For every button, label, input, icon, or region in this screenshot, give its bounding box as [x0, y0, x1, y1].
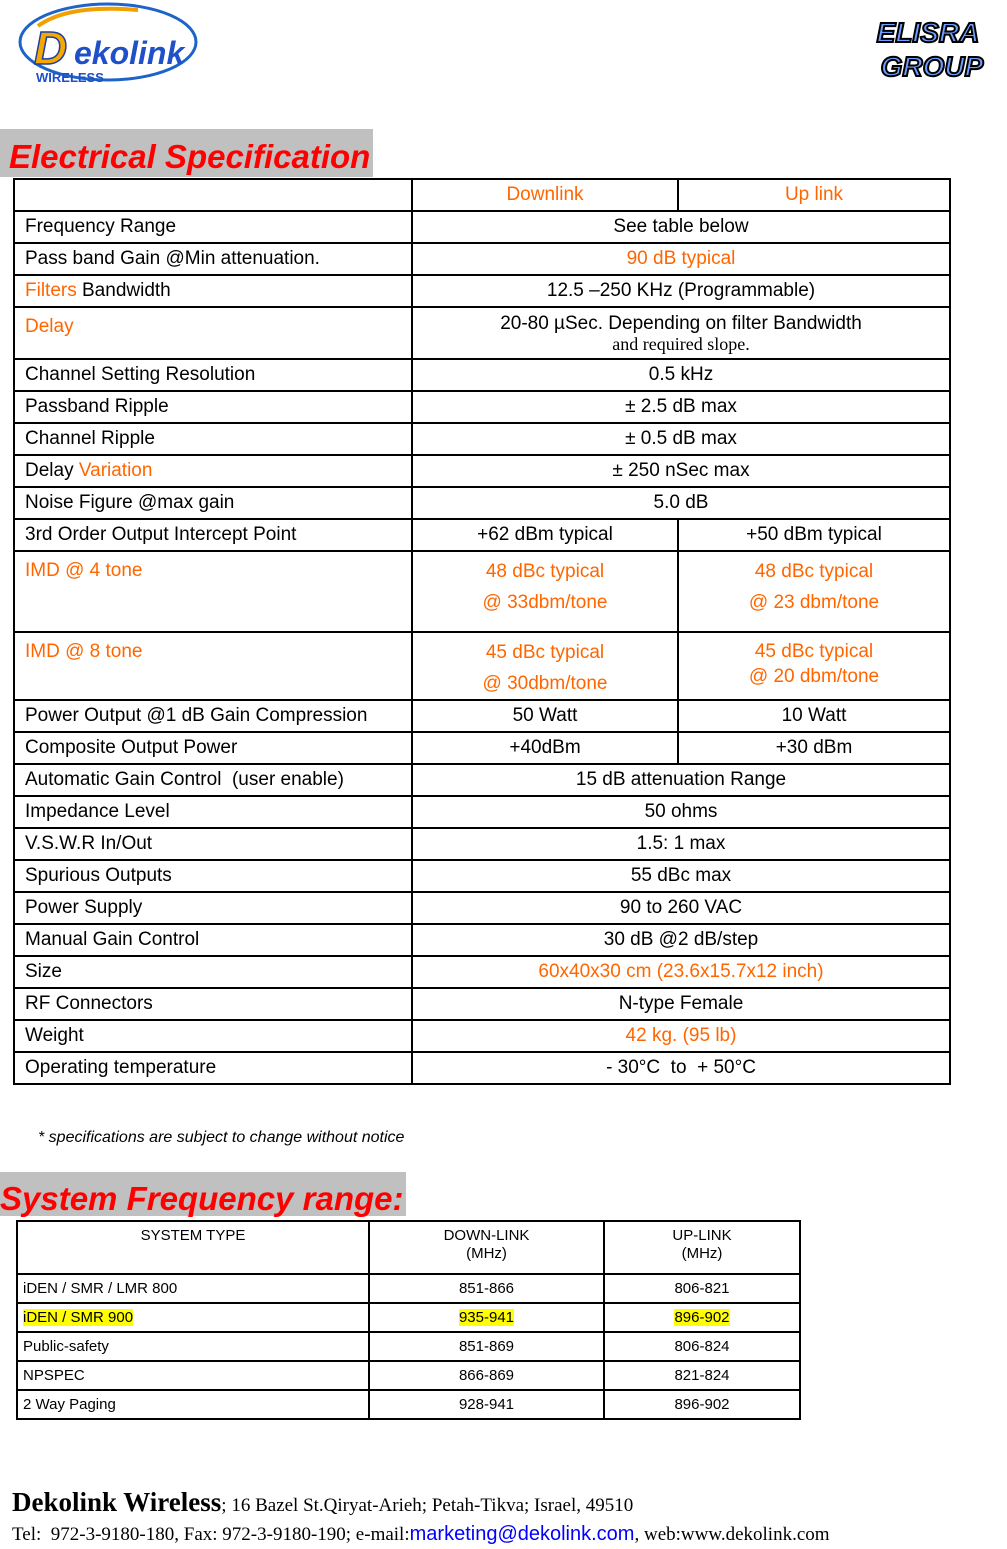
- spec-title: Electrical Specification: [9, 138, 371, 175]
- spec-label: Spurious Outputs: [14, 860, 412, 892]
- spec-value: 5.0 dB: [412, 487, 950, 519]
- spec-label: Delay: [14, 307, 412, 359]
- spec-value: 55 dBc max: [412, 860, 950, 892]
- spec-value: ± 0.5 dB max: [412, 423, 950, 455]
- spec-value: 42 kg. (95 lb): [412, 1020, 950, 1052]
- table-row: [17, 1274, 800, 1303]
- uplink-cell: 896-902: [604, 1390, 800, 1419]
- spec-value: 15 dB attenuation Range: [412, 764, 950, 796]
- spec-label: RF Connectors: [14, 988, 412, 1020]
- spec-row: [14, 700, 950, 732]
- spec-value: 12.5 –250 KHz (Programmable): [412, 275, 950, 307]
- spec-row: [14, 551, 950, 632]
- elisra-group-logo: [858, 14, 998, 84]
- spec-row: [14, 1052, 950, 1084]
- spec-value: 90 to 260 VAC: [412, 892, 950, 924]
- spec-row: [14, 359, 950, 391]
- spec-row: [14, 892, 950, 924]
- table-row: [17, 1390, 800, 1419]
- spec-label: Passband Ripple: [14, 391, 412, 423]
- uplink-header: Up link: [678, 179, 950, 211]
- table-row: [17, 1303, 800, 1332]
- spec-label: V.S.W.R In/Out: [14, 828, 412, 860]
- spec-label: Size: [14, 956, 412, 988]
- spec-downlink-value: 48 dBc typical @ 33dbm/tone: [412, 551, 678, 632]
- uplink-cell: 806-824: [604, 1332, 800, 1361]
- fax-number: , Fax: 972-3-9180-190; e-mail:: [174, 1524, 410, 1545]
- spec-label: Impedance Level: [14, 796, 412, 828]
- logo-word: ekolink: [74, 35, 185, 71]
- spec-row: [14, 519, 950, 551]
- spec-label: Weight: [14, 1020, 412, 1052]
- spec-row: [14, 275, 950, 307]
- spec-value: 1.5: 1 max: [412, 828, 950, 860]
- website-link[interactable]: , web:www.dekolink.com: [634, 1524, 830, 1545]
- spec-row: [14, 487, 950, 519]
- logo-sub: WIRELESS: [36, 70, 104, 85]
- spec-uplink-value: +30 dBm: [678, 732, 950, 764]
- spec-row: [14, 796, 950, 828]
- spec-uplink-value: +50 dBm typical: [678, 519, 950, 551]
- frequency-table: [16, 1220, 801, 1420]
- logo-letter: D: [34, 22, 68, 74]
- spec-row: [14, 764, 950, 796]
- logo-group: GROUP: [880, 51, 984, 82]
- spec-value: See table below: [412, 211, 950, 243]
- system-type-cell: iDEN / SMR / LMR 800: [17, 1274, 369, 1303]
- spec-row: [14, 828, 950, 860]
- spec-label: Power Output @1 dB Gain Compression: [14, 700, 412, 732]
- spec-uplink-value: 45 dBc typical @ 20 dbm/tone: [678, 632, 950, 700]
- spec-value: 0.5 kHz: [412, 359, 950, 391]
- spec-value: 30 dB @2 dB/step: [412, 924, 950, 956]
- spec-label: Manual Gain Control: [14, 924, 412, 956]
- footer-line-2: [12, 1520, 830, 1549]
- downlink-cell: 928-941: [369, 1390, 604, 1419]
- spec-header-row: [14, 179, 950, 211]
- email-link[interactable]: marketing@dekolink.com: [409, 1523, 635, 1545]
- spec-header-blank: [14, 179, 412, 211]
- spec-row: [14, 1020, 950, 1052]
- spec-label: Automatic Gain Control (user enable): [14, 764, 412, 796]
- spec-row: [14, 211, 950, 243]
- uplink-mhz-header: UP-LINK (MHz): [604, 1221, 800, 1274]
- spec-value: ± 250 nSec max: [412, 455, 950, 487]
- table-row: [17, 1332, 800, 1361]
- spec-label: Composite Output Power: [14, 732, 412, 764]
- spec-footnote: * specifications are subject to change without notice: [38, 1129, 405, 1146]
- spec-label: Operating temperature: [14, 1052, 412, 1084]
- downlink-cell: 866-869: [369, 1361, 604, 1390]
- spec-downlink-value: 45 dBc typical @ 30dbm/tone: [412, 632, 678, 700]
- spec-label: Pass band Gain @Min attenuation.: [14, 243, 412, 275]
- spec-uplink-value: 10 Watt: [678, 700, 950, 732]
- spec-table: [13, 178, 951, 1085]
- freq-title: System Frequency range:: [0, 1180, 404, 1217]
- system-type-header: SYSTEM TYPE: [17, 1221, 369, 1274]
- spec-row: [14, 243, 950, 275]
- uplink-cell: 806-821: [604, 1274, 800, 1303]
- contact-footer: [12, 1488, 830, 1549]
- spec-downlink-value: +40dBm: [412, 732, 678, 764]
- logo-elisra: ELISRA: [876, 17, 980, 48]
- spec-value: 90 dB typical: [412, 243, 950, 275]
- downlink-cell: 851-866: [369, 1274, 604, 1303]
- spec-row: [14, 924, 950, 956]
- system-type-cell: NPSPEC: [17, 1361, 369, 1390]
- spec-label: IMD @ 8 tone: [14, 632, 412, 700]
- spec-row: [14, 423, 950, 455]
- system-type-cell: 2 Way Paging: [17, 1390, 369, 1419]
- spec-row: [14, 956, 950, 988]
- dekolink-logo: [8, 2, 198, 90]
- spec-uplink-value: 48 dBc typical @ 23 dbm/tone: [678, 551, 950, 632]
- spec-label: Delay Variation: [14, 455, 412, 487]
- phone-number: Tel: 972-3-9180-180: [12, 1524, 175, 1545]
- spec-downlink-value: 50 Watt: [412, 700, 678, 732]
- spec-label: Noise Figure @max gain: [14, 487, 412, 519]
- downlink-header: Downlink: [412, 179, 678, 211]
- downlink-cell: 851-869: [369, 1332, 604, 1361]
- company-name: Dekolink Wireless: [12, 1487, 222, 1517]
- spec-value: 20-80 µSec. Depending on filter Bandwidth and required slope.: [412, 307, 950, 359]
- table-row: [17, 1361, 800, 1390]
- spec-label: 3rd Order Output Intercept Point: [14, 519, 412, 551]
- downlink-cell: 935-941: [369, 1303, 604, 1332]
- spec-row: [14, 860, 950, 892]
- spec-label: Filters Bandwidth: [14, 275, 412, 307]
- spec-label: Frequency Range: [14, 211, 412, 243]
- freq-header-row: [17, 1221, 800, 1274]
- spec-value: N-type Female: [412, 988, 950, 1020]
- spec-row: [14, 391, 950, 423]
- system-type-cell: Public-safety: [17, 1332, 369, 1361]
- spec-row: [14, 988, 950, 1020]
- spec-row: [14, 455, 950, 487]
- spec-value: 50 ohms: [412, 796, 950, 828]
- system-type-cell: iDEN / SMR 900: [17, 1303, 369, 1332]
- spec-row: [14, 732, 950, 764]
- company-address: ; 16 Bazel St.Qiryat-Arieh; Petah-Tikva; Israel, 49510: [221, 1495, 634, 1516]
- spec-downlink-value: +62 dBm typical: [412, 519, 678, 551]
- uplink-cell: 821-824: [604, 1361, 800, 1390]
- spec-value: ± 2.5 dB max: [412, 391, 950, 423]
- uplink-cell: 896-902: [604, 1303, 800, 1332]
- spec-value: - 30°C to + 50°C: [412, 1052, 950, 1084]
- spec-value: 60x40x30 cm (23.6x15.7x12 inch): [412, 956, 950, 988]
- spec-label: IMD @ 4 tone: [14, 551, 412, 632]
- spec-label: Channel Ripple: [14, 423, 412, 455]
- spec-row: [14, 307, 950, 359]
- spec-label: Channel Setting Resolution: [14, 359, 412, 391]
- spec-label: Power Supply: [14, 892, 412, 924]
- footer-line-1: [12, 1488, 830, 1520]
- downlink-mhz-header: DOWN-LINK (MHz): [369, 1221, 604, 1274]
- spec-row: [14, 632, 950, 700]
